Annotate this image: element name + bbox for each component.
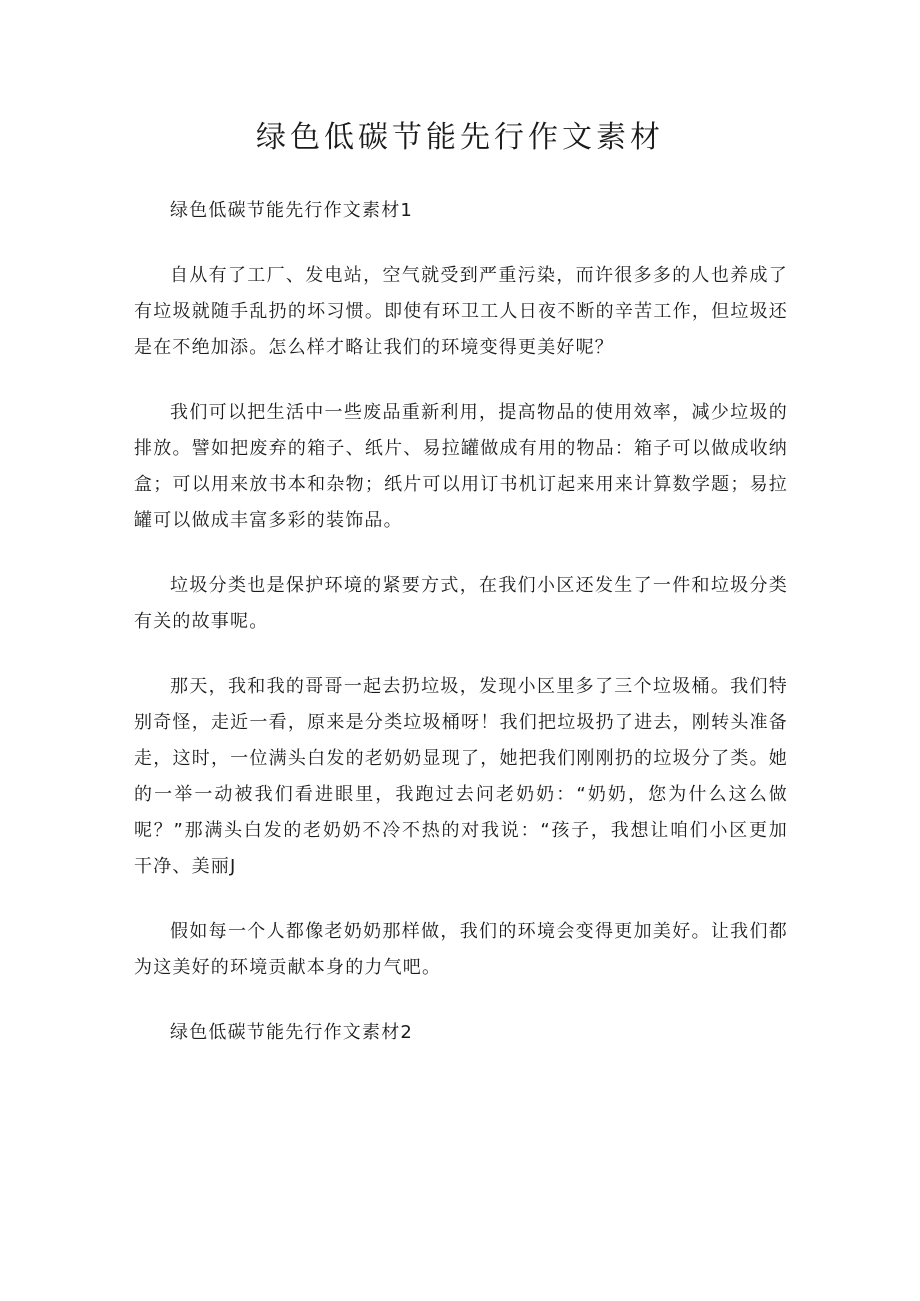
document-body bbox=[134, 193, 788, 1080]
paragraph: 我们可以把生活中一些废品重新利用，提高物品的使用效率，减少垃圾的排放。譬如把废弃的箱子、纸片、易拉罐做成有用的物品：箱子可以做成收纳盒；可以用来放书本和杂物；纸片可以用订书机订起来用来计算数学题；易拉罐可以做成丰富多彩的装饰品。 bbox=[134, 402, 788, 531]
paragraph: 那天，我和我的哥哥一起去扔垃圾，发现小区里多了三个垃圾桶。我们特别奇怪，走近一看，原来是分类垃圾桶呀！我们把垃圾扔了进去，刚转头准备走，这时，一位满头白发的老奶奶显现了，她把我们刚刚扔的垃圾分了类。她的一举一动被我们看进眼里，我跑过去问老奶奶：“奶奶，您为什么这么做呢？”那满头白发的老奶奶不冷不热的对我说：“孩子，我想让咱们小区更加干净、美丽J bbox=[134, 676, 788, 877]
paragraph: 假如每一个人都像老奶奶那样做，我们的环境会变得更加美好。让我们都为这美好的环境贡献本身的力气吧。 bbox=[134, 921, 788, 978]
section-heading-2: 绿色低碳节能先行作文素材2 bbox=[170, 1022, 414, 1043]
document-title: 绿色低碳节能先行作文素材 bbox=[256, 120, 664, 155]
section-heading-1: 绿色低碳节能先行作文素材1 bbox=[170, 200, 414, 221]
paragraph: 自从有了工厂、发电站，空气就受到严重污染，而许很多多的人也养成了有垃圾就随手乱扔的坏习惯。即使有环卫工人日夜不断的辛苦工作，但垃圾还是在不绝加添。怎么样才略让我们的环境变得更美好呢？ bbox=[134, 265, 788, 358]
paragraph: 垃圾分类也是保护环境的紧要方式，在我们小区还发生了一件和垃圾分类有关的故事呢。 bbox=[134, 575, 788, 632]
